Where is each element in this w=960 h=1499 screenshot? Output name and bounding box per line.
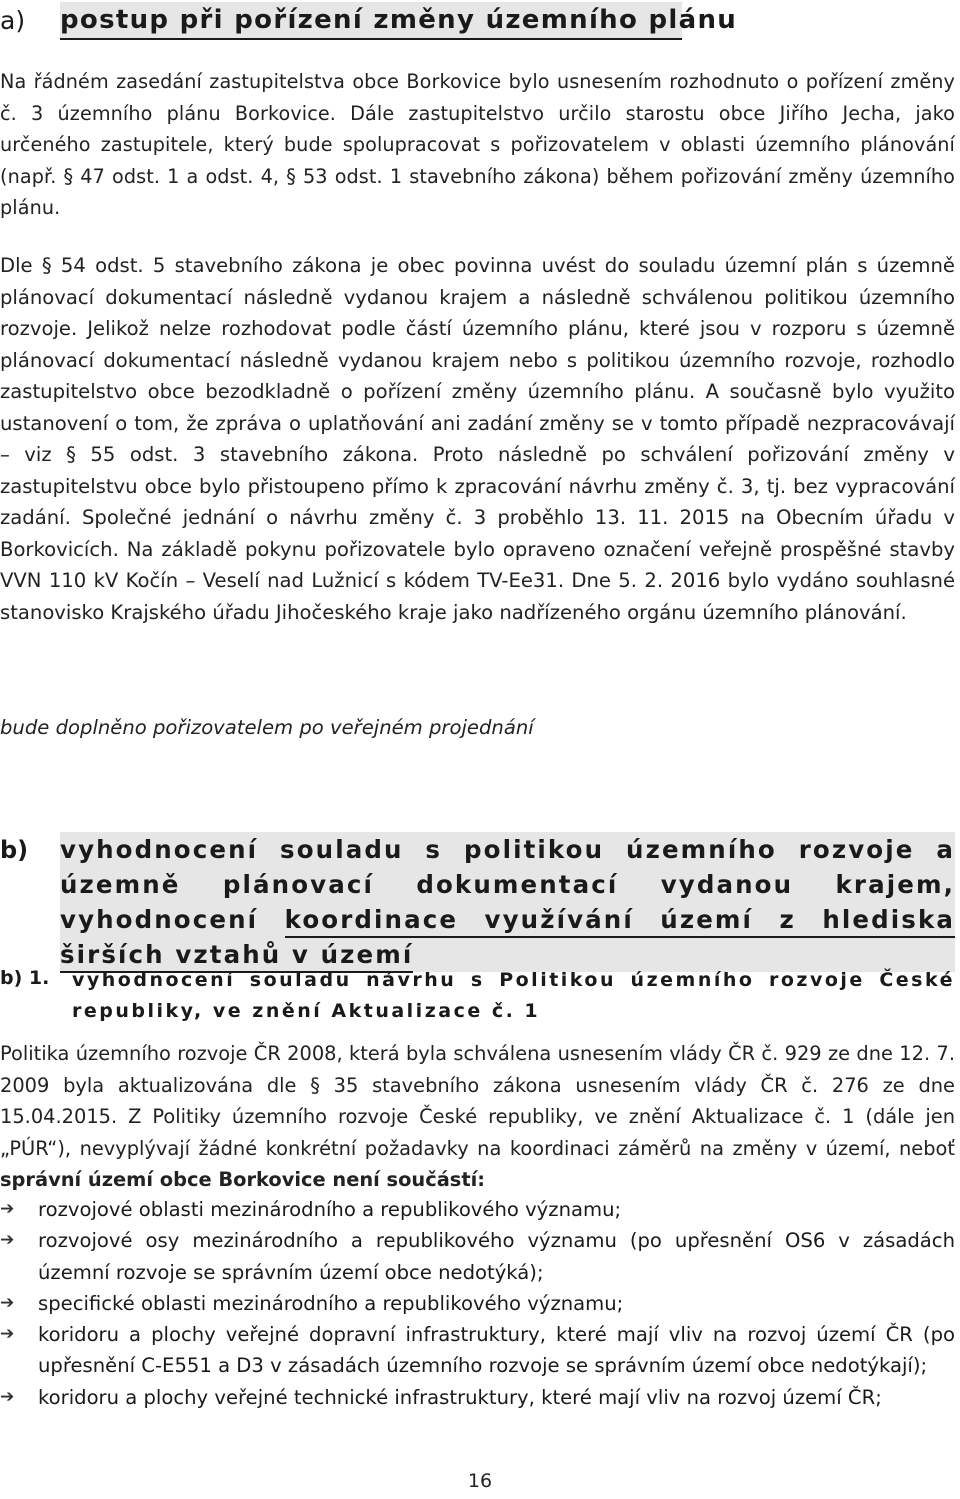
section-a-paragraph-2: Dle § 54 odst. 5 stavebního zákona je obec povinna uvést do souladu územní plán s územně plánovací dokumentací následně vydanou krajem a následně schválenou politikou územního rozvoje. Jelikož nelze rozhodovat podle částí územního plánu, které jsou v rozporu s územně plánovací dokumentací následně vydanou krajem nebo s politikou územního rozvoje, rozhodlo zastupitelstvo obce bezodkladně o pořízení změny územního plánu. A současně bylo využito ustanovení o tom, že zpráva o uplatňování ani zadání změny se v tomto případě nezpracovávají – viz § 55 odst. 3 stavebního zákona. Proto následně po schválení pořizování změny v zastupitelstvu obce bylo přistoupeno přímo k zpracování návrhu změny č. 3, tj. bez vypracování zadání. Společné jednání o návrhu změny č. 3 proběhlo 13. 11. 2015 na Obecním úřadu v Borkovicích. Na základě pokynu pořizovatele bylo opraveno označení veřejně prospěšné stavby VVN 110 kV Kočín – Veselí nad Lužnicí s kódem TV-Ee31. Dne 5. 2. 2016 bylo vydáno souhlasné stanovisko Krajského úřadu Jihočeského kraje jako nadřízeného orgánu územního plánování. (0, 254, 955, 624)
section-a-marker: a) (0, 6, 26, 35)
list-item-text: specifické oblasti mezinárodního a republikového významu; (38, 1291, 624, 1315)
section-b1-paragraph-bold: správní území obce Borkovice není součástí: (0, 1168, 486, 1191)
arrow-right-icon: ➔ (0, 1230, 15, 1251)
list-item (0, 1382, 955, 1413)
list-item-text: koridoru a plochy veřejné technické infrastruktury, které mají vliv na rozvoj území ČR; (38, 1385, 882, 1409)
list-item (0, 1225, 955, 1288)
list-item-text: rozvojové osy mezinárodního a republikového významu (po upřesnění OS6 v zásadách územní rozvoje se správním území obce nedotýká); (38, 1229, 955, 1284)
section-b-marker: b) (0, 836, 29, 864)
section-a-paragraph-1: Na řádném zasedání zastupitelstva obce Borkovice bylo usnesením rozhodnuto o pořízení změny č. 3 územního plánu Borkovice. Dále zastupitelstvo určilo starostu obce Jiřího Jecha, jako určeného zastupitele, který bude spolupracovat s pořizovatelem v oblasti územního plánování (např. § 47 odst. 1 a odst. 4, § 53 odst. 1 stavebního zákona) během pořizování změny územního plánu. (0, 70, 955, 219)
section-b1-paragraph-text: Politika územního rozvoje ČR 2008, která byla schválena usnesením vlády ČR č. 929 ze dne 12. 7. 2009 byla aktualizována dle § 35 stavebního zákona usnesením vlády ČR č. 276 ze dne 15.04.2015. Z Politiky územního rozvoje České republiky, ve znění Aktualizace č. 1 (dále jen „PÚR“), nevyplývají žádné konkrétní požadavky na koordinaci záměrů na změny v území, neboť (0, 1042, 955, 1160)
section-b-title (60, 832, 955, 972)
arrow-right-icon: ➔ (0, 1324, 15, 1345)
arrow-right-icon: ➔ (0, 1199, 15, 1219)
list-item (0, 1194, 955, 1225)
section-b1-paragraph (0, 1038, 955, 1196)
arrow-right-icon: ➔ (0, 1386, 15, 1407)
arrow-right-icon: ➔ (0, 1292, 15, 1313)
list-item-text: rozvojové oblasti mezinárodního a republikového významu; (38, 1198, 622, 1221)
section-b-title-last: koordinace využívání území z hlediska širších vztahů v území (60, 905, 955, 973)
section-a-title: postup při pořízení změny územního plánu (60, 2, 682, 40)
list-item-text: koridoru a plochy veřejné dopravní infrastruktury, které mají vliv na rozvoj území ČR (po upřesnění C-E551 a D3 v zásadách územního rozvoje se správním území obce nedotýkají); (38, 1323, 955, 1378)
page-number: 16 (467, 1470, 493, 1492)
section-b1-bullet-list (0, 1194, 955, 1413)
section-b-title-main: vyhodnocení souladu s politikou územního rozvoje a územně plánovací dokumentací vydanou krajem, vyhodnocení (60, 835, 955, 934)
list-item (0, 1288, 955, 1319)
section-b1-title: vyhodnocení souladu návrhu s Politikou územního rozvoje České republiky, ve znění Aktualizace č. 1 (72, 969, 955, 1022)
section-a-note: bude doplněno pořizovatelem po veřejném projednání (0, 716, 534, 739)
list-item (0, 1319, 955, 1382)
section-b1-marker: b) 1. (0, 967, 50, 989)
